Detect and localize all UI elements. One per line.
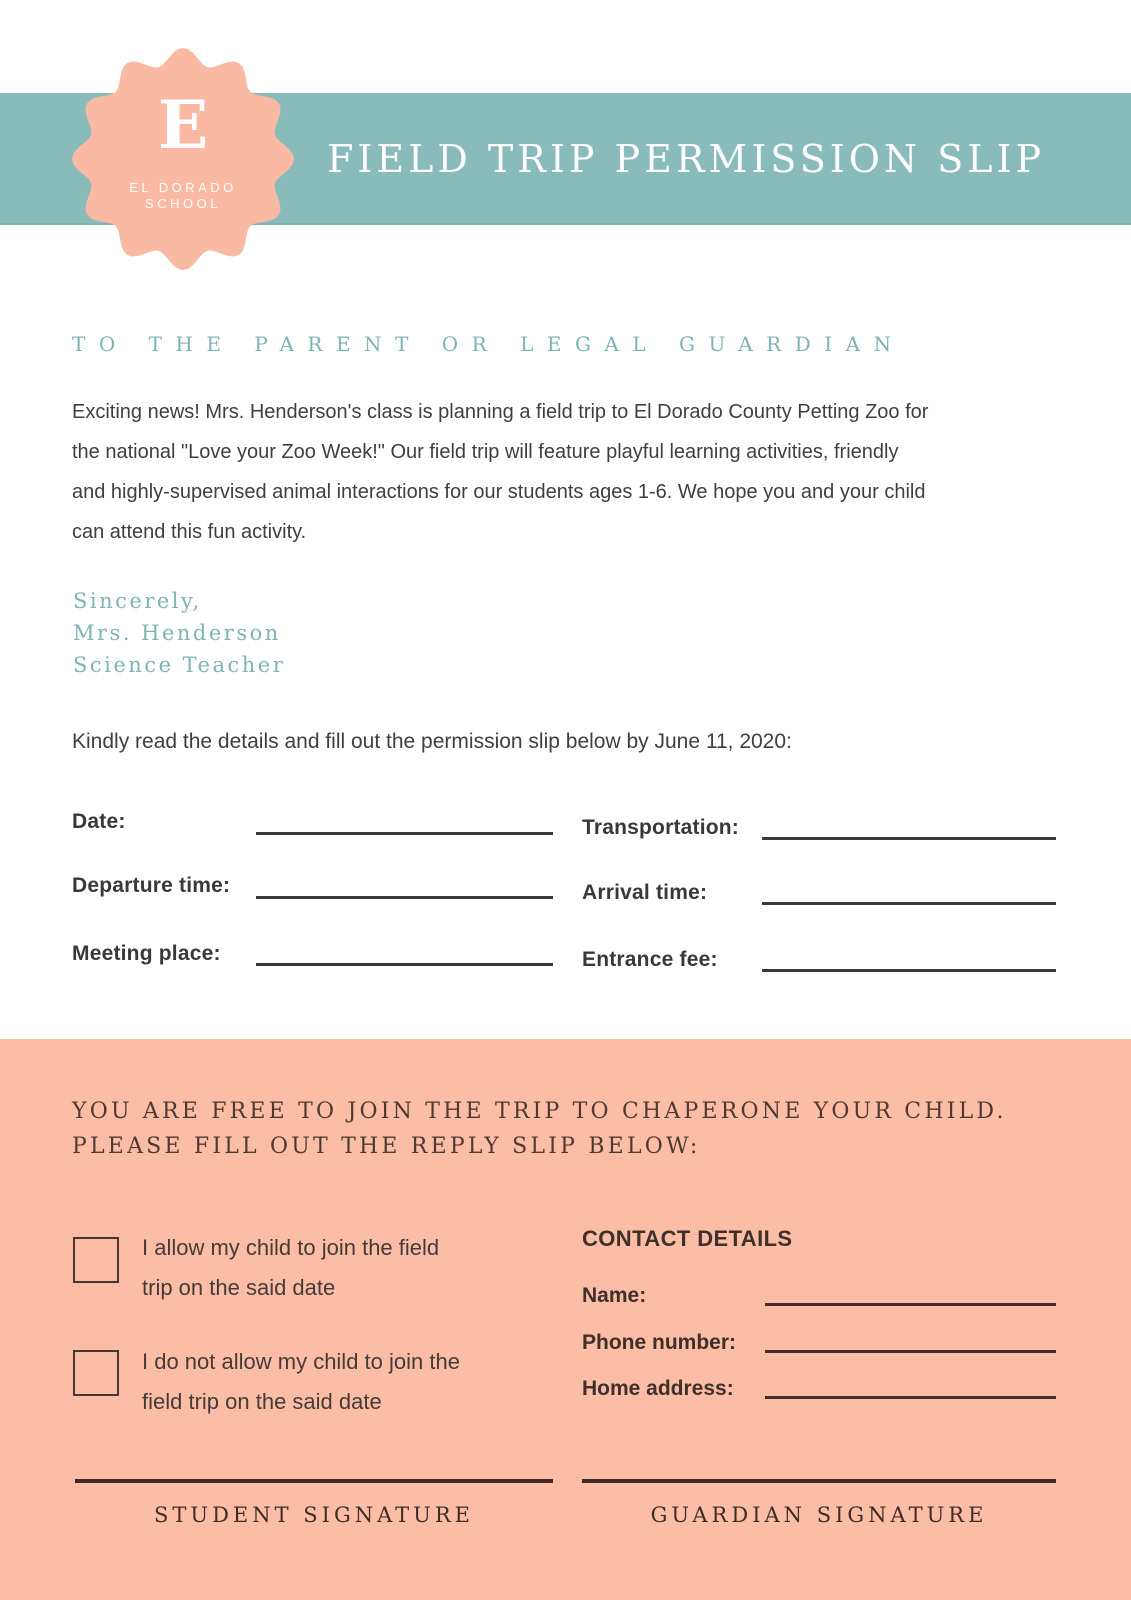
not-allow-checkbox[interactable]: [73, 1350, 119, 1396]
guardian-signature-line[interactable]: [582, 1479, 1056, 1483]
transportation-label: Transportation:: [582, 816, 740, 839]
date-label: Date:: [72, 810, 126, 833]
reply-heading-line1: YOU ARE FREE TO JOIN THE TRIP TO CHAPERONE YOUR CHILD.: [72, 1099, 1007, 1124]
school-name-line2: SCHOOL: [145, 196, 221, 211]
meeting-place-input-line[interactable]: [256, 963, 553, 966]
school-initial: E: [157, 86, 209, 164]
student-signature-label: STUDENT SIGNATURE: [153, 1503, 474, 1527]
school-name: [71, 180, 295, 212]
letter-body-line: and highly-supervised animal interactions for our students ages 1-6. We hope you and your child: [72, 481, 926, 503]
entrance-fee-label: Entrance fee:: [582, 948, 718, 971]
letter-body-line: the national "Love your Zoo Week!" Our field trip will feature playful learning activities, friendly: [72, 441, 899, 463]
date-input-line[interactable]: [256, 832, 553, 835]
home-address-input-line[interactable]: [765, 1396, 1056, 1399]
arrival-time-label: Arrival time:: [582, 881, 708, 904]
reply-heading-line2: PLEASE FILL OUT THE REPLY SLIP BELOW:: [72, 1134, 701, 1159]
school-name-line1: EL DORADO: [129, 180, 237, 195]
guardian-signature-label: GUARDIAN SIGNATURE: [650, 1503, 988, 1527]
page-title: FIELD TRIP PERMISSION SLIP: [327, 137, 1046, 181]
name-label: Name:: [582, 1284, 647, 1307]
letter-body: [72, 392, 928, 552]
contact-details-heading: CONTACT DETAILS: [582, 1226, 793, 1251]
student-signature-line[interactable]: [75, 1479, 553, 1483]
signoff-closing: Sincerely,: [73, 589, 202, 613]
departure-time-input-line[interactable]: [256, 896, 553, 899]
entrance-fee-input-line[interactable]: [762, 969, 1056, 972]
salutation: TO THE PARENT OR LEGAL GUARDIAN: [72, 332, 905, 356]
transportation-input-line[interactable]: [762, 837, 1056, 840]
meeting-place-label: Meeting place:: [72, 942, 221, 965]
school-badge: [71, 47, 295, 271]
departure-time-label: Departure time:: [72, 874, 231, 897]
arrival-time-input-line[interactable]: [762, 902, 1056, 905]
signoff: [73, 585, 285, 681]
reply-slip-heading: [72, 1094, 1007, 1164]
allow-checkbox[interactable]: [73, 1237, 119, 1283]
phone-number-input-line[interactable]: [765, 1350, 1056, 1353]
not-allow-option-label: I do not allow my child to join the field trip on the said date: [142, 1349, 460, 1414]
fill-out-instruction: Kindly read the details and fill out the permission slip below by June 11, 2020:: [72, 730, 792, 753]
letter-body-line: Exciting news! Mrs. Henderson's class is planning a field trip to El Dorado County Petting Zoo for: [72, 401, 929, 423]
reply-slip-section: [0, 1039, 1131, 1600]
home-address-label: Home address:: [582, 1377, 734, 1400]
signer-role: Science Teacher: [73, 653, 286, 677]
signer-name: Mrs. Henderson: [73, 621, 281, 645]
name-input-line[interactable]: [765, 1303, 1056, 1306]
allow-option-label: I allow my child to join the field trip on the said date: [142, 1235, 440, 1300]
letter-body-line: can attend this fun activity.: [72, 521, 307, 543]
phone-number-label: Phone number:: [582, 1331, 737, 1354]
